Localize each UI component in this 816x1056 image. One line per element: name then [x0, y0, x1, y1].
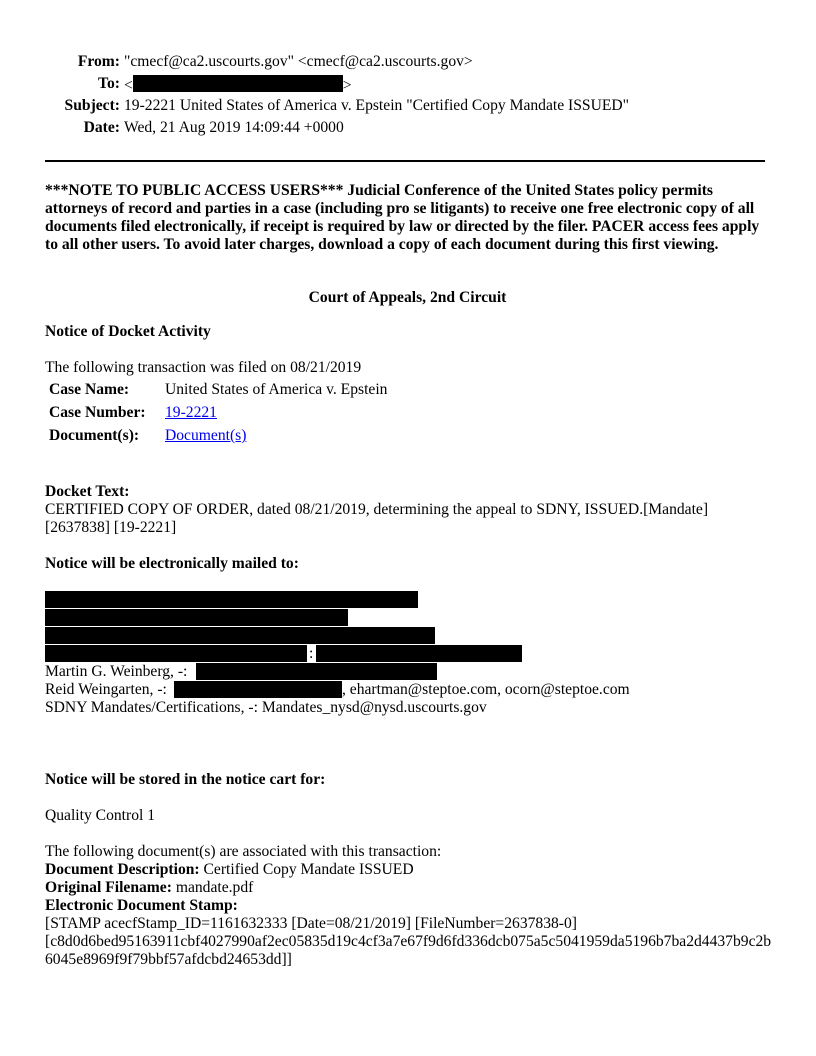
redaction-bar	[45, 627, 435, 644]
case-number-label: Case Number:	[49, 404, 146, 421]
date-value: Wed, 21 Aug 2019 14:09:44 +0000	[124, 119, 344, 136]
documents-section	[45, 843, 775, 969]
email-header	[0, 53, 816, 141]
redaction-bar	[196, 663, 437, 680]
from-row	[0, 53, 816, 75]
date-row	[0, 119, 816, 141]
redaction-bar	[45, 645, 307, 662]
documents-intro: The following document(s) are associated with this transaction:	[45, 843, 442, 860]
case-name-label: Case Name:	[49, 381, 130, 398]
date-label: Date:	[83, 119, 120, 136]
redaction-bar	[133, 75, 343, 92]
mailed-recipient-redacted	[0, 627, 816, 645]
case-info-table	[45, 381, 387, 450]
weingarten-prefix: Reid Weingarten, -:	[45, 681, 167, 698]
to-open-bracket: <	[124, 77, 133, 94]
mailed-list	[0, 591, 816, 717]
header-divider	[45, 160, 765, 162]
case-number-link[interactable]: 19-2221	[165, 404, 217, 421]
case-name-value: United States of America v. Epstein	[165, 381, 388, 398]
original-filename-value: mandate.pdf	[175, 879, 254, 896]
documents-link[interactable]: Document(s)	[165, 427, 247, 444]
sdny-text: SDNY Mandates/Certifications, -: Mandates_nysd@nysd.uscourts.gov	[45, 699, 487, 716]
weinberg-text: Martin G. Weinberg, -:	[45, 663, 188, 680]
documents-label: Document(s):	[49, 427, 140, 444]
subject-value: 19-2221 United States of America v. Epstein "Certified Copy Mandate ISSUED"	[124, 97, 629, 114]
redaction-bar	[45, 591, 418, 608]
redaction-bar	[174, 681, 342, 698]
public-access-notice: ***NOTE TO PUBLIC ACCESS USERS*** Judicial Conference of the United States policy permits attorneys of record and parties in a case (including pro se litigants) to receive one free electronic copy of all documents filed electronically, if receipt is required by law or directed by the filer. PACER access fees apply to all other users. To avoid later charges, download a copy of each document during this first viewing.	[45, 182, 760, 253]
filed-line: The following transaction was filed on 08/21/2019	[45, 359, 362, 376]
original-filename	[45, 879, 775, 897]
to-value	[124, 75, 352, 95]
mailed-recipient-redacted	[0, 609, 816, 627]
mailed-recipient-weinberg	[0, 663, 816, 681]
mailed-title: Notice will be electronically mailed to:	[45, 555, 299, 572]
docket-text-label: Docket Text:	[45, 483, 130, 500]
cart-value: Quality Control 1	[45, 807, 156, 824]
redaction-bar	[316, 645, 522, 662]
mailed-recipient-sdny	[0, 699, 816, 717]
stamp-line-1: [STAMP acecfStamp_ID=1161632333 [Date=08/21/2019] [FileNumber=2637838-0]	[45, 915, 577, 932]
cart-title: Notice will be stored in the notice cart for:	[45, 771, 326, 788]
mailed-recipient-weingarten	[0, 681, 816, 699]
from-value: "cmecf@ca2.uscourts.gov" <cmecf@ca2.uscourts.gov>	[124, 53, 473, 70]
subject-row	[0, 97, 816, 119]
court-title: Court of Appeals, 2nd Circuit	[308, 289, 507, 306]
mailed-recipient-redacted	[0, 591, 816, 609]
case-info	[45, 381, 770, 450]
stamp-label: Electronic Document Stamp:	[45, 897, 238, 914]
case-number-row	[45, 404, 387, 427]
document-description-label: Document Description:	[45, 861, 200, 878]
mailed-recipient-redacted	[0, 645, 816, 663]
documents-row	[45, 427, 387, 450]
stamp-line-2: [c8d0d6bed95163911cbf4027990af2ec05835d19c4cf3a7e67f9d6fd336dcb075a5c5041959da5196b7ba2d4437b9c2b6045e8969f9f79bbf57afdcbd24653dd]]	[45, 933, 772, 968]
separator-colon: :	[309, 645, 314, 662]
to-close-bracket: >	[342, 77, 352, 94]
document-description	[45, 861, 775, 879]
original-filename-label: Original Filename:	[45, 879, 172, 896]
to-row	[0, 75, 816, 97]
weingarten-suffix: , ehartman@steptoe.com, ocorn@steptoe.com	[342, 681, 630, 698]
document-description-value: Certified Copy Mandate ISSUED	[203, 861, 414, 878]
subject-label: Subject:	[64, 97, 120, 114]
docket-text: CERTIFIED COPY OF ORDER, dated 08/21/2019, determining the appeal to SDNY, ISSUED.[Mandate] [2637838] [19-2221]	[45, 501, 709, 536]
from-label: From:	[77, 53, 120, 70]
redaction-bar	[45, 609, 348, 626]
case-name-row	[45, 381, 387, 404]
activity-title: Notice of Docket Activity	[45, 323, 211, 340]
to-label: To:	[98, 75, 120, 92]
